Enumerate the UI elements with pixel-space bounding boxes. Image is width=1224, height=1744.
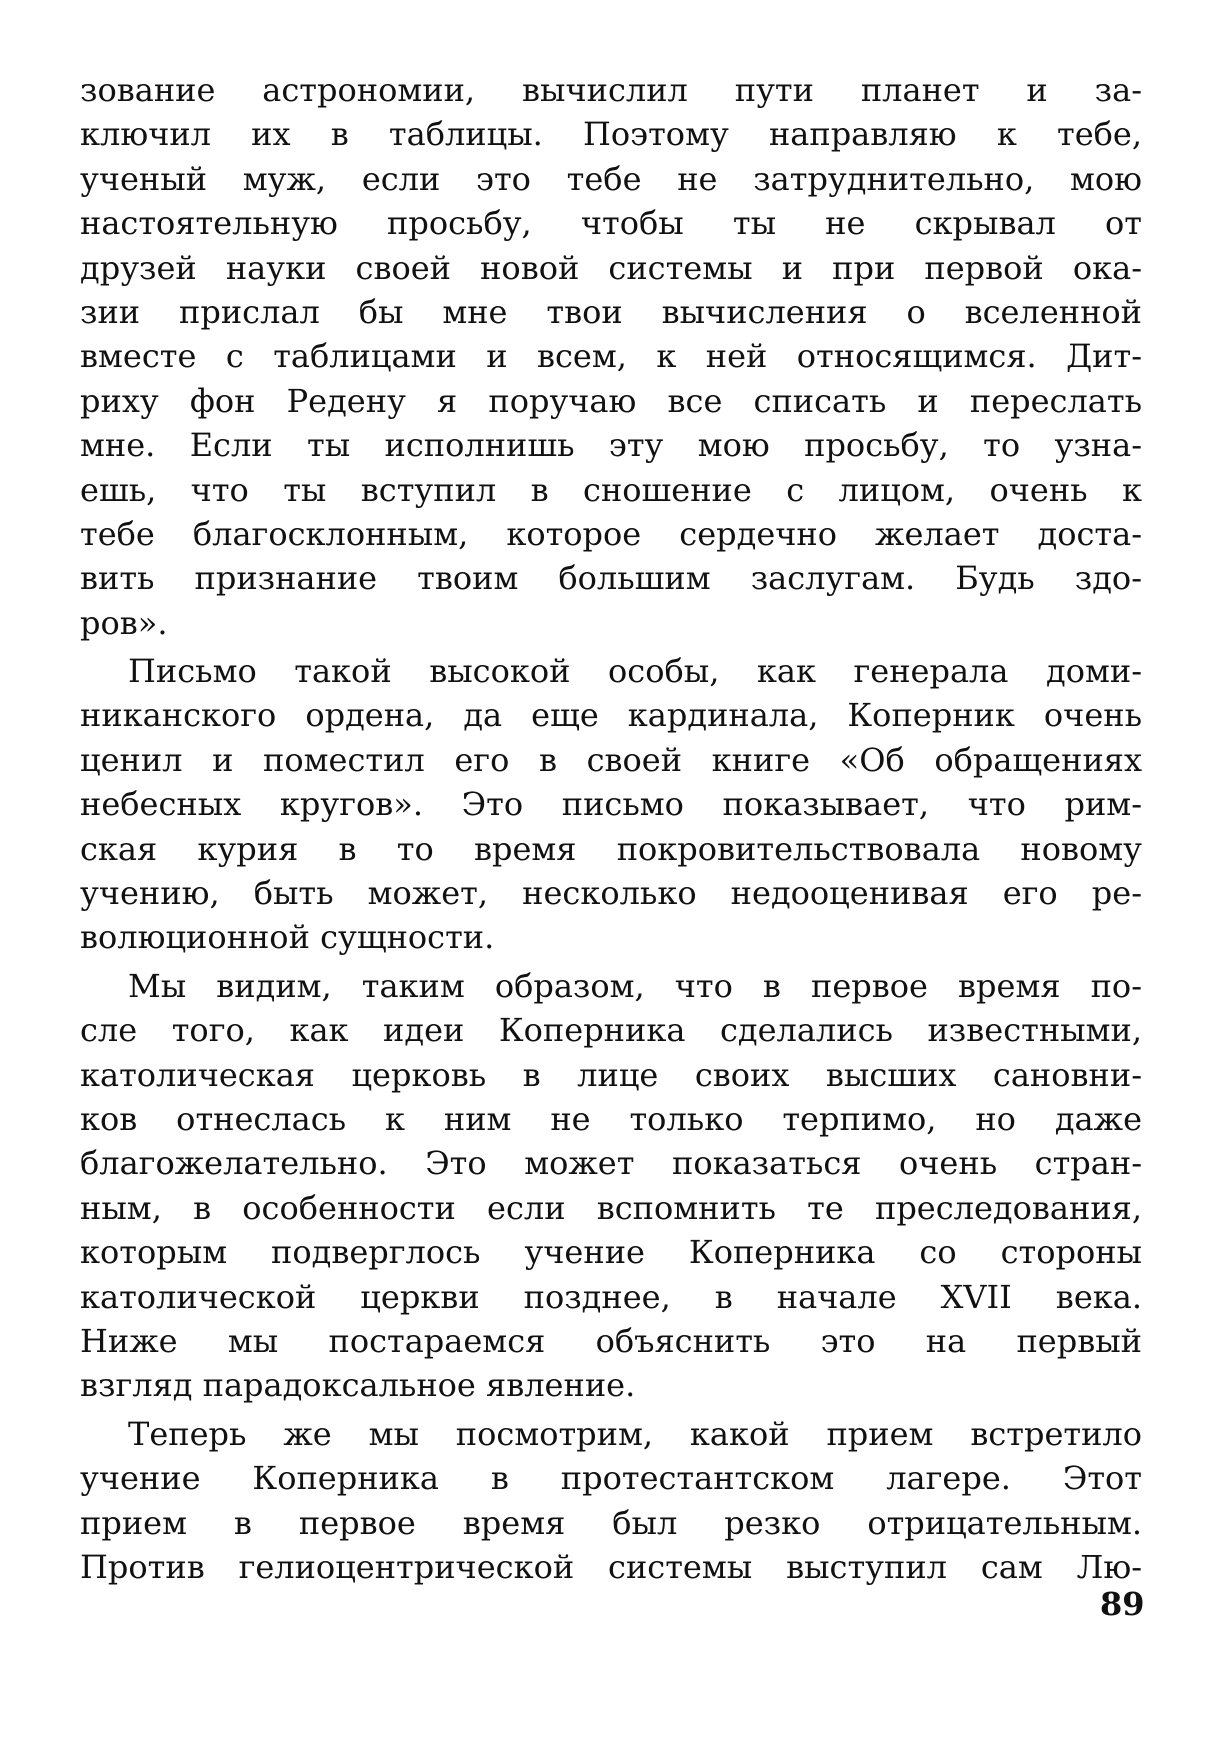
text-line: тебе благосклонным, которое сердечно желает доста- <box>80 514 1142 553</box>
text-line: сле того, как идеи Коперника сделались известными, <box>80 1011 1142 1050</box>
text-line: ков отнеслась к ним не только терпимо, но даже <box>80 1099 1142 1138</box>
text-line: Против гелиоцентрической системы выступил сам Лю- <box>80 1547 1142 1586</box>
text-line: ская курия в то время покровительствовала новому <box>80 829 1142 868</box>
text-line: взгляд парадоксальное явление. <box>80 1366 636 1405</box>
text-line: Письмо такой высокой особы, как генерала доми- <box>128 652 1142 691</box>
text-line: католическая церковь в лице своих высших сановни- <box>80 1055 1142 1094</box>
text-line: Ниже мы постараемся объяснить это на первый <box>80 1321 1142 1360</box>
paragraph-1 <box>80 68 1142 645</box>
text-line: благожелательно. Это может показаться очень стран- <box>80 1144 1142 1183</box>
text-line: зование астрономии, вычислил пути планет и за- <box>80 71 1142 109</box>
text-line: Теперь же мы посмотрим, какой прием встретило <box>128 1414 1142 1453</box>
text-line: Мы видим, таким образом, что в первое время по- <box>128 966 1142 1005</box>
text-line: прием в первое время был резко отрицательным. <box>80 1503 1142 1542</box>
text-line: которым подверглось учение Коперника со стороны <box>80 1233 1142 1272</box>
text-line: друзей науки своей новой системы и при первой ока- <box>80 248 1142 287</box>
text-line: ключил их в таблицы. Поэтому направляю к тебе, <box>80 115 1142 154</box>
text-line: ешь, что ты вступил в сношение с лицом, очень к <box>80 470 1142 509</box>
paragraph-2 <box>80 649 1142 960</box>
text-line: учению, быть может, несколько недооценивая его ре- <box>80 874 1142 913</box>
text-line: католической церкви позднее, в начале XVII века. <box>80 1277 1142 1316</box>
text-line: вить признание твоим большим заслугам. Будь здо- <box>80 559 1142 598</box>
text-line: ученый муж, если это тебе не затруднительно, мою <box>80 159 1142 198</box>
text-line: волюционной сущности. <box>80 918 495 957</box>
text-line: небесных кругов». Это письмо показывает, что рим- <box>80 785 1142 824</box>
text-line: настоятельную просьбу, чтобы ты не скрывал от <box>80 204 1142 243</box>
text-line: риху фон Редену я поручаю все списать и переслать <box>80 381 1142 420</box>
paragraph-3 <box>80 964 1142 1408</box>
text-line: никанского ордена, да еще кардинала, Коперник очень <box>80 696 1142 735</box>
text-line: мне. Если ты исполнишь эту мою просьбу, то узна- <box>80 426 1142 465</box>
paragraph-4 <box>80 1412 1142 1590</box>
text-line: ров». <box>80 603 168 642</box>
page-number: 89 <box>1100 1585 1145 1623</box>
text-line: ценил и поместил его в своей книге «Об обращениях <box>80 740 1142 779</box>
text-line: учение Коперника в протестантском лагере. Этот <box>80 1459 1142 1498</box>
text-line: вместе с таблицами и всем, к ней относящимся. Дит- <box>80 337 1142 376</box>
text-line: зии прислал бы мне твои вычисления о вселенной <box>80 292 1142 331</box>
page-body <box>80 68 1142 1589</box>
text-line: ным, в особенности если вспомнить те преследования, <box>80 1188 1142 1227</box>
